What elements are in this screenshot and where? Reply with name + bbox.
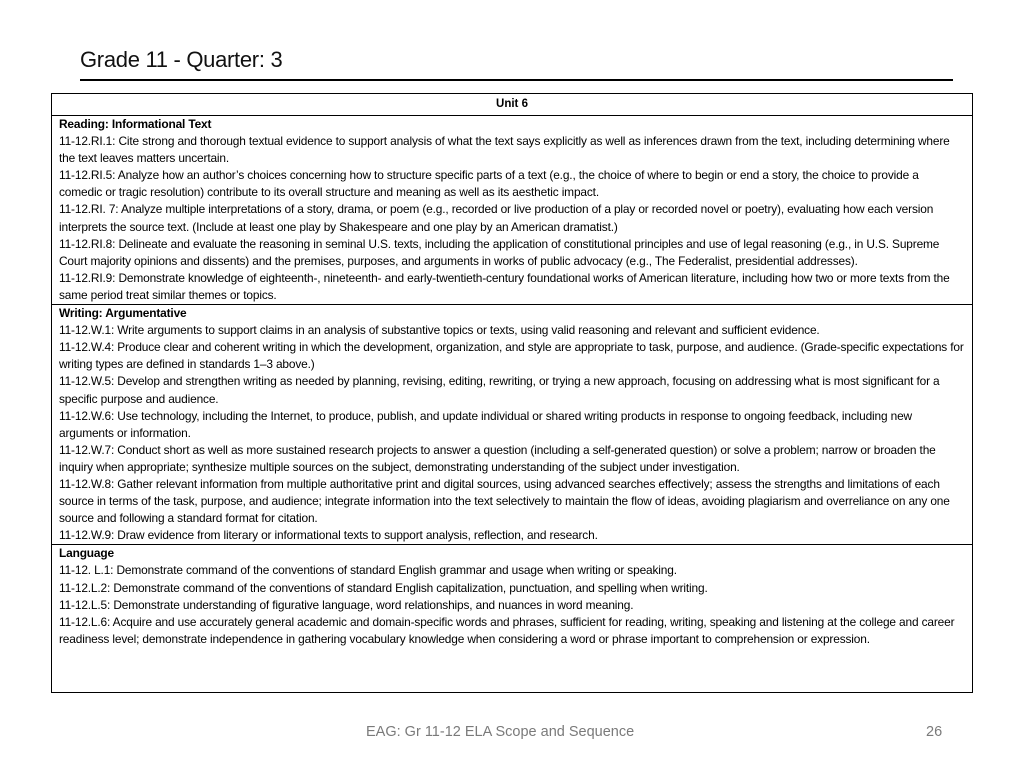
standard-item: 11-12.W.5: Develop and strengthen writing as needed by planning, revising, editing, rewriting, or trying a new approach, focusing on addressing what is most significant for a specific purpose and audience. — [59, 374, 940, 406]
standard-item: 11-12.W.7: Conduct short as well as more sustained research projects to answer a question (including a self-generated question) or solve a problem; narrow or broaden the inquiry when appropriate; synthesize multiple sources on the subject, demonstrating understanding of the subject under investigation. — [59, 442, 936, 474]
unit-header: Unit 6 — [52, 94, 973, 116]
standard-item: 11-12.RI.9: Demonstrate knowledge of eighteenth-, nineteenth- and early-twentieth-century foundational works of American literature, including how two or more texts from the same period treat similar themes or topics. — [59, 270, 950, 302]
standard-item: 11-12.W.6: Use technology, including the Internet, to produce, publish, and update individual or shared writing products in response to ongoing feedback, including new arguments or information. — [59, 408, 912, 440]
language-section — [52, 545, 973, 693]
title-divider — [80, 79, 953, 81]
reading-section — [52, 116, 973, 305]
standard-item: 11-12.RI.8: Delineate and evaluate the reasoning in seminal U.S. texts, including the application of constitutional principles and use of legal reasoning (e.g., in U.S. Supreme Court majority opinions and dissents) and the premises, purposes, and arguments in works of public advocacy (e.g., The Federalist, presidential addresses). — [59, 236, 940, 268]
standard-item: 11-12.W.9: Draw evidence from literary or informational texts to support analysis, reflection, and research. — [59, 528, 598, 543]
standard-item: 11-12.W.8: Gather relevant information from multiple authoritative print and digital sources, using advanced searches effectively; assess the strengths and limitations of each source in terms of the task, purpose, and audience; integrate information into the text selectively to maintain the flow of ideas, avoiding plagiarism and overreliance on any one source and following a standard format for citation. — [59, 476, 950, 526]
standard-item: 11-12.W.1: Write arguments to support claims in an analysis of substantive topics or texts, using valid reasoning and relevant and sufficient evidence. — [59, 323, 820, 338]
standard-item: 11-12.L.5: Demonstrate understanding of figurative language, word relationships, and nuances in word meaning. — [59, 597, 634, 612]
section-heading-writing: Writing: Argumentative — [59, 306, 187, 321]
page-number: 26 — [926, 724, 943, 740]
footer-text: EAG: Gr 11-12 ELA Scope and Sequence — [366, 724, 635, 740]
writing-section-row — [52, 305, 973, 545]
section-heading-reading: Reading: Informational Text — [59, 117, 212, 131]
standard-item: 11-12.W.4: Produce clear and coherent writing in which the development, organization, and style are appropriate to task, purpose, and audience. (Grade-specific expectations for writing types are defined in standards 1–3 above.) — [59, 340, 964, 372]
standard-item: 11-12.RI.1: Cite strong and thorough textual evidence to support analysis of what the text says explicitly as well as inferences drawn from the text, including determining where the text leaves matters uncertain. — [59, 134, 950, 166]
standard-item: 11-12.L.2: Demonstrate command of the conventions of standard English capitalization, punctuation, and spelling when writing. — [59, 580, 708, 595]
writing-section — [52, 305, 973, 545]
unit-table — [51, 93, 973, 693]
standard-item: 11-12.RI.5: Analyze how an author’s choices concerning how to structure specific parts of a text (e.g., the choice of where to begin or end a story, the choice to provide a comedic or tragic resolution) contribute to its overall structure and meaning as well as its aesthetic impact. — [59, 168, 919, 200]
reading-section-row — [52, 116, 973, 305]
language-section-row — [52, 545, 973, 693]
standard-item: 11-12. L.1: Demonstrate command of the conventions of standard English grammar and usage when writing or speaking. — [59, 563, 677, 578]
standard-item: 11-12.L.6: Acquire and use accurately general academic and domain-specific words and phrases, sufficient for reading, writing, speaking and listening at the college and career readiness level; demonstrate independence in gathering vocabulary knowledge when considering a word or phrase important to comprehension or expression. — [59, 614, 955, 646]
section-heading-language: Language — [59, 546, 114, 561]
standard-item: 11-12.RI. 7: Analyze multiple interpretations of a story, drama, or poem (e.g., recorded or live production of a play or recorded novel or poetry), evaluating how each version interprets the source text. (Include at least one play by Shakespeare and one play by an American dramatist.) — [59, 202, 934, 234]
unit-header-row — [52, 94, 973, 116]
page-title: Grade 11 - Quarter: 3 — [80, 47, 283, 72]
